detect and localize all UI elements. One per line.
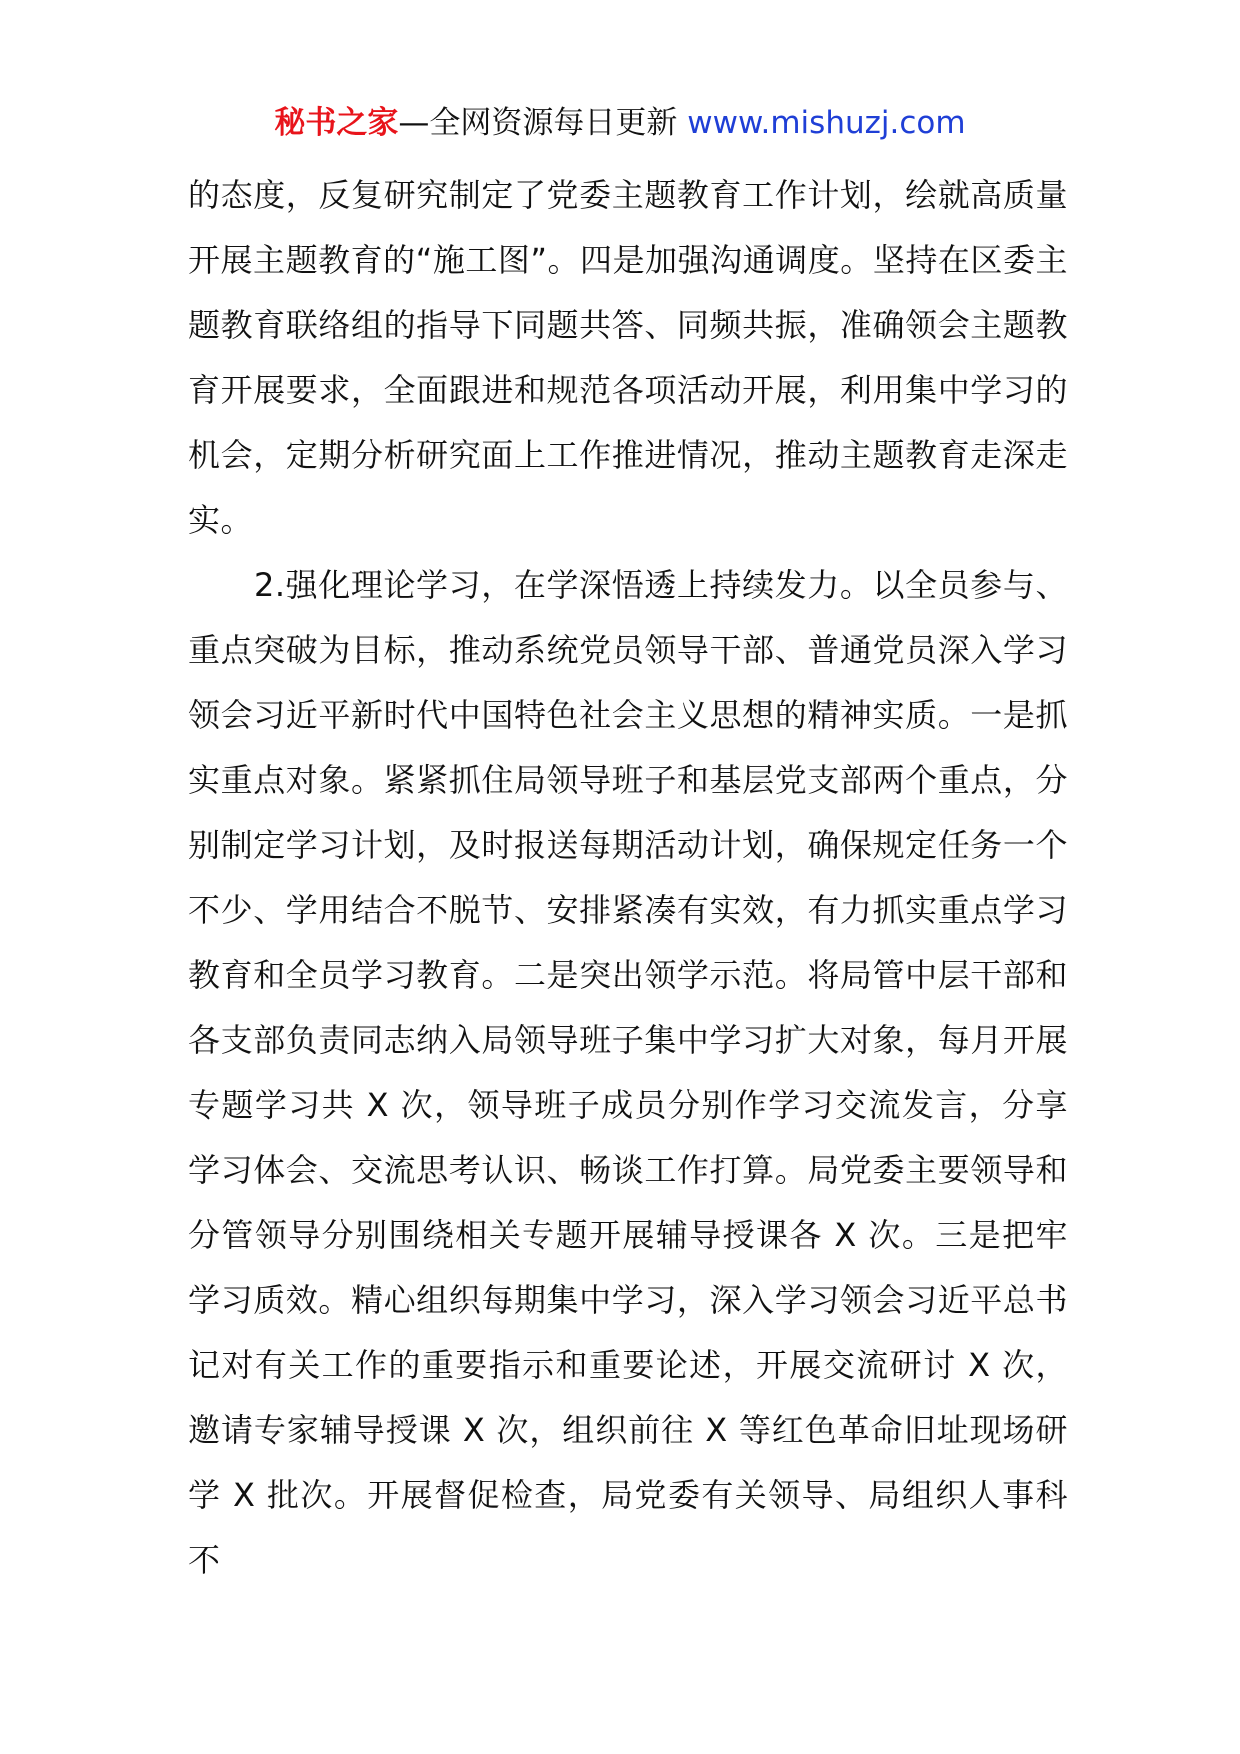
document-body: [188, 163, 1068, 1593]
paragraph-theory-study: 2.强化理论学习，在学深悟透上持续发力。以全员参与、重点突破为目标，推动系统党员领导干部、普通党员深入学习领会习近平新时代中国特色社会主义思想的精神实质。一是抓实重点对象。紧紧抓住局领导班子和基层党支部两个重点，分别制定学习计划，及时报送每期活动计划，确保规定任务一个不少、学用结合不脱节、安排紧凑有实效，有力抓实重点学习教育和全员学习教育。二是突出领学示范。将局管中层干部和各支部负责同志纳入局领导班子集中学习扩大对象，每月开展专题学习共 X 次，领导班子成员分别作学习交流发言，分享学习体会、交流思考认识、畅谈工作打算。局党委主要领导和分管领导分别围绕相关专题开展辅导授课各 X 次。三是把牢学习质效。精心组织每期集中学习，深入学习领会习近平总书记对有关工作的重要指示和重要论述，开展交流研讨 X 次，邀请专家辅导授课 X 次，组织前往 X 等红色革命旧址现场研学 X 批次。开展督促检查，局党委有关领导、局组织人事科不: [188, 566, 1068, 1579]
header-url-link[interactable]: www.mishuzj.com: [687, 105, 966, 141]
page-header: [0, 98, 1240, 148]
paragraph-continued: 的态度，反复研究制定了党委主题教育工作计划，绘就高质量开展主题教育的“施工图”。四是加强沟通调度。坚持在区委主题教育联络组的指导下同题共答、同频共振，准确领会主题教育开展要求，全面跟进和规范各项活动开展，利用集中学习的机会，定期分析研究面上工作推进情况，推动主题教育走深走实。: [188, 176, 1068, 539]
header-tagline: —全网资源每日更新: [398, 105, 678, 141]
header-brand: 秘书之家: [274, 105, 399, 141]
